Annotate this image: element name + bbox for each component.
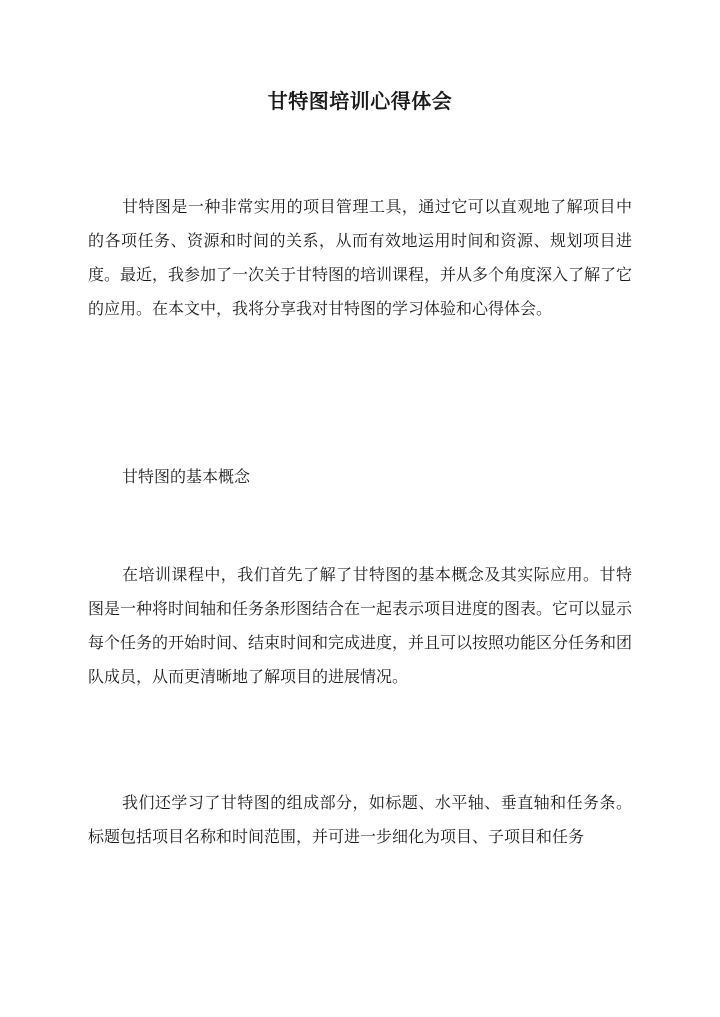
body-paragraph: 我们还学习了甘特图的组成部分，如标题、水平轴、垂直轴和任务条。标题包括项目名称和时间范围，并可进一步细化为项目、子项目和任务 <box>88 793 632 846</box>
intro-paragraph: 甘特图是一种非常实用的项目管理工具，通过它可以直观地了解项目中的各项任务、资源和时间的关系，从而有效地运用时间和资源、规划项目进度。最近，我参加了一次关于甘特图的培训课程，并从多个角度深入了解了它的应用。在本文中，我将分享我对甘特图的学习体验和心得体会。 <box>88 197 633 318</box>
document-title: 甘特图培训心得体会 <box>267 89 453 113</box>
section-heading: 甘特图的基本概念 <box>122 467 251 486</box>
body-paragraph: 在培训课程中，我们首先了解了甘特图的基本概念及其实际应用。甘特图是一种将时间轴和任务条形图结合在一起表示项目进度的图表。它可以显示每个任务的开始时间、结束时间和完成进度，并且可以按照功能区分任务和团队成员，从而更清晰地了解项目的进展情况。 <box>88 565 633 686</box>
